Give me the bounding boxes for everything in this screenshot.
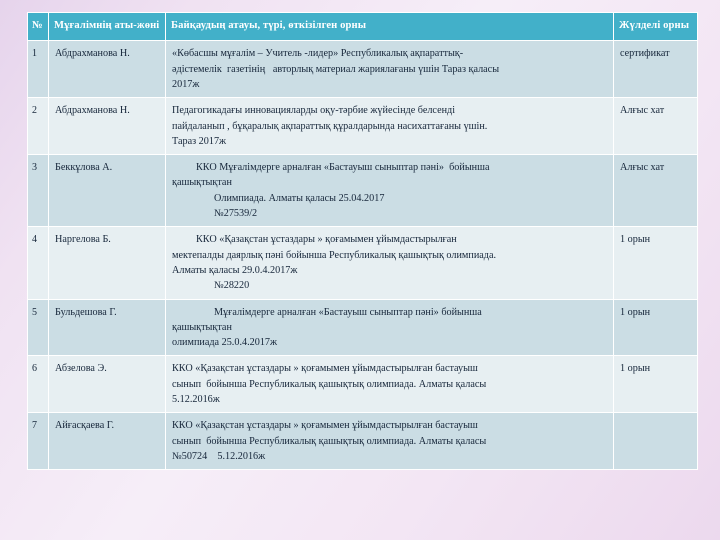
column-header-contest-description: Байқаудың атауы, түрі, өткізілген орны: [166, 13, 614, 41]
column-header-number: №: [28, 13, 49, 41]
desc-line: ККО «Қазақстан ұстаздары » қоғамымен ұйымдастырылған бастауыш: [172, 420, 478, 432]
desc-line: ККО «Қазақстан ұстаздары » қоғамымен ұйымдастырылған: [196, 234, 457, 246]
header-row: [28, 13, 698, 41]
desc-line: ККО Мұғалімдерге арналған «Бастауыш сыныптар пәні» бойынша: [196, 162, 490, 174]
table-body: [28, 41, 698, 470]
table-row: [28, 356, 698, 413]
column-header-teacher-name: Мұғалімнің аты-жөні: [49, 13, 166, 41]
prize-place: сертификат: [614, 41, 698, 98]
teacher-name: Бульдешова Г.: [49, 299, 166, 356]
table-row: [28, 299, 698, 356]
desc-line: пайдаланып , бұқаралық ақпараттық құралдарында насихаттағаны үшін.: [172, 120, 488, 132]
contest-description: [166, 227, 614, 299]
desc-line: №27539/2: [214, 208, 258, 220]
row-number: 6: [28, 356, 49, 413]
desc-line: 2017ж: [172, 78, 200, 90]
teacher-name: Абдрахманова Н.: [49, 98, 166, 155]
contest-description: [166, 299, 614, 356]
row-number: 7: [28, 413, 49, 470]
teacher-name: Айғасқаева Г.: [49, 413, 166, 470]
column-header-prize-place: Жүлделі орны: [614, 13, 698, 41]
desc-line: Тараз 2017ж: [172, 135, 227, 147]
teacher-name: Абзелова Э.: [49, 356, 166, 413]
desc-line: №50724 5.12.2016ж: [172, 450, 266, 462]
desc-line: әдістемелік газетінің авторлық материал жариялағаны үшін Тараз қаласы: [172, 63, 500, 75]
table-row: [28, 227, 698, 299]
table-row: [28, 98, 698, 155]
row-number: 5: [28, 299, 49, 356]
prize-place: 1 орын: [614, 227, 698, 299]
desc-line: олимпиада 25.0.4.2017ж: [172, 337, 278, 349]
contest-description: [166, 98, 614, 155]
contest-description: [166, 41, 614, 98]
desc-line: Мұғалімдерге арналған «Бастауыш сыныптар пәні» бойынша: [214, 306, 482, 318]
desc-line: қашықтықтан: [172, 177, 232, 189]
desc-line: ККО «Қазақстан ұстаздары » қоғамымен ұйымдастырылған бастауыш: [172, 363, 478, 375]
table-row: [28, 41, 698, 98]
table-row: [28, 155, 698, 227]
row-number: 2: [28, 98, 49, 155]
prize-place: Алғыс хат: [614, 98, 698, 155]
teacher-name: Наргелова Б.: [49, 227, 166, 299]
table-header: [28, 13, 698, 41]
prize-place: Алғыс хат: [614, 155, 698, 227]
desc-line: Олимпиада. Алматы қаласы 25.04.2017: [214, 192, 385, 204]
teacher-name: Беккұлова А.: [49, 155, 166, 227]
desc-line: сынып бойынша Республикалық қашықтық олимпиада. Алматы қаласы: [172, 435, 487, 447]
teacher-name: Абдрахманова Н.: [49, 41, 166, 98]
desc-line: мектепалды даярлық пәні бойынша Республикалық қашықтық олимпиада.: [172, 249, 497, 261]
desc-line: қашықтықтан: [172, 321, 232, 333]
row-number: 1: [28, 41, 49, 98]
contest-description: [166, 155, 614, 227]
prize-place: 1 орын: [614, 356, 698, 413]
table-row: [28, 413, 698, 470]
prize-place: 1 орын: [614, 299, 698, 356]
desc-line: Алматы қаласы 29.0.4.2017ж: [172, 264, 298, 276]
contest-description: [166, 413, 614, 470]
desc-line: Педагогикадағы инновацияларды оқу-тәрбие жүйесінде белсенді: [172, 105, 456, 117]
prize-place: [614, 413, 698, 470]
contest-description: [166, 356, 614, 413]
desc-line: 5.12.2016ж: [172, 394, 220, 405]
row-number: 4: [28, 227, 49, 299]
row-number: 3: [28, 155, 49, 227]
desc-line: №28220: [214, 280, 250, 292]
teacher-awards-table: [27, 12, 698, 470]
desc-line: «Көбасшы мұғалім – Учитель -лидер» Республикалық ақпараттық-: [172, 48, 464, 60]
desc-line: сынып бойынша Республикалық қашықтық олимпиада. Алматы қаласы: [172, 378, 487, 390]
